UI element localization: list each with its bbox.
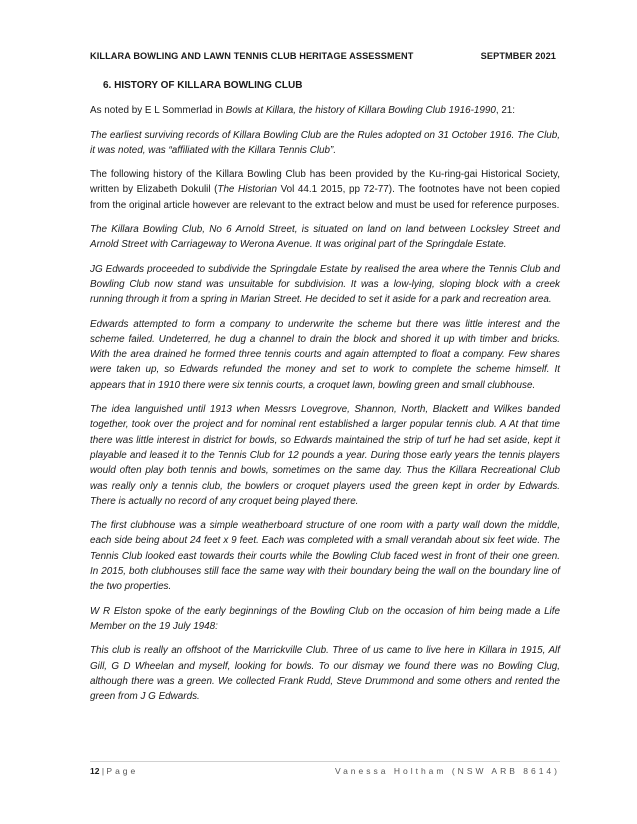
- intro-text-before: As noted by E L Sommerlad in: [90, 105, 226, 117]
- quote-paragraph: The earliest surviving records of Killara Bowling Club are the Rules adopted on 31 October 1916. The Club, it was noted, was “affiliated with the Killara Tennis Club”.: [90, 129, 560, 156]
- section-heading: 6. HISTORY OF KILLARA BOWLING CLUB: [103, 80, 303, 91]
- history-source-paragraph: [90, 167, 560, 213]
- extract-paragraph-1: The Killara Bowling Club, No 6 Arnold Street, is situated on land on land between Locksley Street and Arnold Street with Carriageway to Werona Avenue. It was original part of the Springdale Estate.: [90, 224, 560, 251]
- history-publication-title: The Historian: [217, 184, 277, 196]
- page-word: Page: [106, 766, 139, 776]
- extract-paragraph-6: W R Elston spoke of the early beginnings of the Bowling Club on the occasion of him being made a Life Member on the 19 July 1948:: [90, 605, 560, 632]
- document-body: [90, 78, 560, 713]
- page-separator: |: [99, 766, 107, 776]
- extract-paragraph-2: JG Edwards proceeded to subdivide the Springdale Estate by realised the area where the Tennis Club and Bowling Club now stand was unsuitable for subdivision. It was a low-lying, sloping block with a creek running through it from a spring in Marian Street. He decided to set it aside for a park and recreation area.: [90, 263, 560, 306]
- history-text-before: The following history of the Killara Bowling Club has been provided by the Ku-ring-gai Historical Society, written by Elizabeth Dokulil (: [90, 169, 560, 196]
- extract-paragraph-4: The idea languished until 1913 when Messrs Lovegrove, Shannon, North, Blackett and Wilkes banded together, took over the project and for nominal rent established a larger popular tennis club. A At that time there was little interest in district for bowls, so Edwards maintained the strip of turf he had set aside, kept it playable and leased it to the Tennis Club for 12 pounds a year. During those early years the tennis players would often play both tennis and bowls, sometimes on the same day. Thus the Killara Recreational Club was really only a tennis club, the bowlers or croquet players used the green kept in order by Edwards. There is actually no record of any croquet being played there.: [90, 404, 560, 507]
- header-title: KILLARA BOWLING AND LAWN TENNIS CLUB HERITAGE ASSESSMENT: [90, 51, 414, 61]
- footer-author: Vanessa Holtham (NSW ARB 8614): [335, 766, 560, 776]
- extract-paragraph-7: This club is really an offshoot of the Marrickville Club. Three of us came to live here in Killara in 1915, Alf Gill, G D Wheelan and myself, looking for bowls. To our dismay we found there was no Bowling Clug, although there was a green. We collected Frank Rudd, Steve Drummond and some others and rented the green from J G Edwards.: [90, 645, 560, 703]
- extract-paragraph-3: Edwards attempted to form a company to underwrite the scheme but there was little interest and the scheme failed. Undeterred, he dug a channel to drain the block and shored it up with timber and bricks. With the area drained he formed three tennis courts and again attempted to float a company. Few shares were taken up, so Edwards refunded the money and set to work to complete the scheme himself. It appears that in 1910 there were six tennis courts, a croquet lawn, bowling green and small clubhouse.: [90, 318, 560, 391]
- page-footer: [90, 761, 560, 776]
- header-date: SEPTMBER 2021: [480, 51, 556, 61]
- page-number: 12: [90, 766, 100, 776]
- page-header: [90, 51, 556, 61]
- extract-paragraph-5: The first clubhouse was a simple weatherboard structure of one room with a party wall down the middle, each side being about 24 feet x 9 feet. Each was completed with a small verandah about six feet wide. The Tennis Club looked east towards their courts while the Bowling Club faced west in front of their one green. In 2015, both clubhouses still face the same way with their boundary being the wall on the boundary line of the two properties.: [90, 520, 560, 593]
- intro-text-after: , 21:: [495, 105, 516, 117]
- intro-book-title: Bowls at Killara, the history of Killara Bowling Club 1916-1990: [225, 105, 496, 117]
- history-text-after: Vol 44.1 2015, pp 72-77). The footnotes have not been copied from the original article however are relevant to the extract below and must be used for reference purposes.: [90, 184, 560, 211]
- intro-paragraph: [90, 103, 560, 118]
- footer-page-label: [90, 766, 138, 776]
